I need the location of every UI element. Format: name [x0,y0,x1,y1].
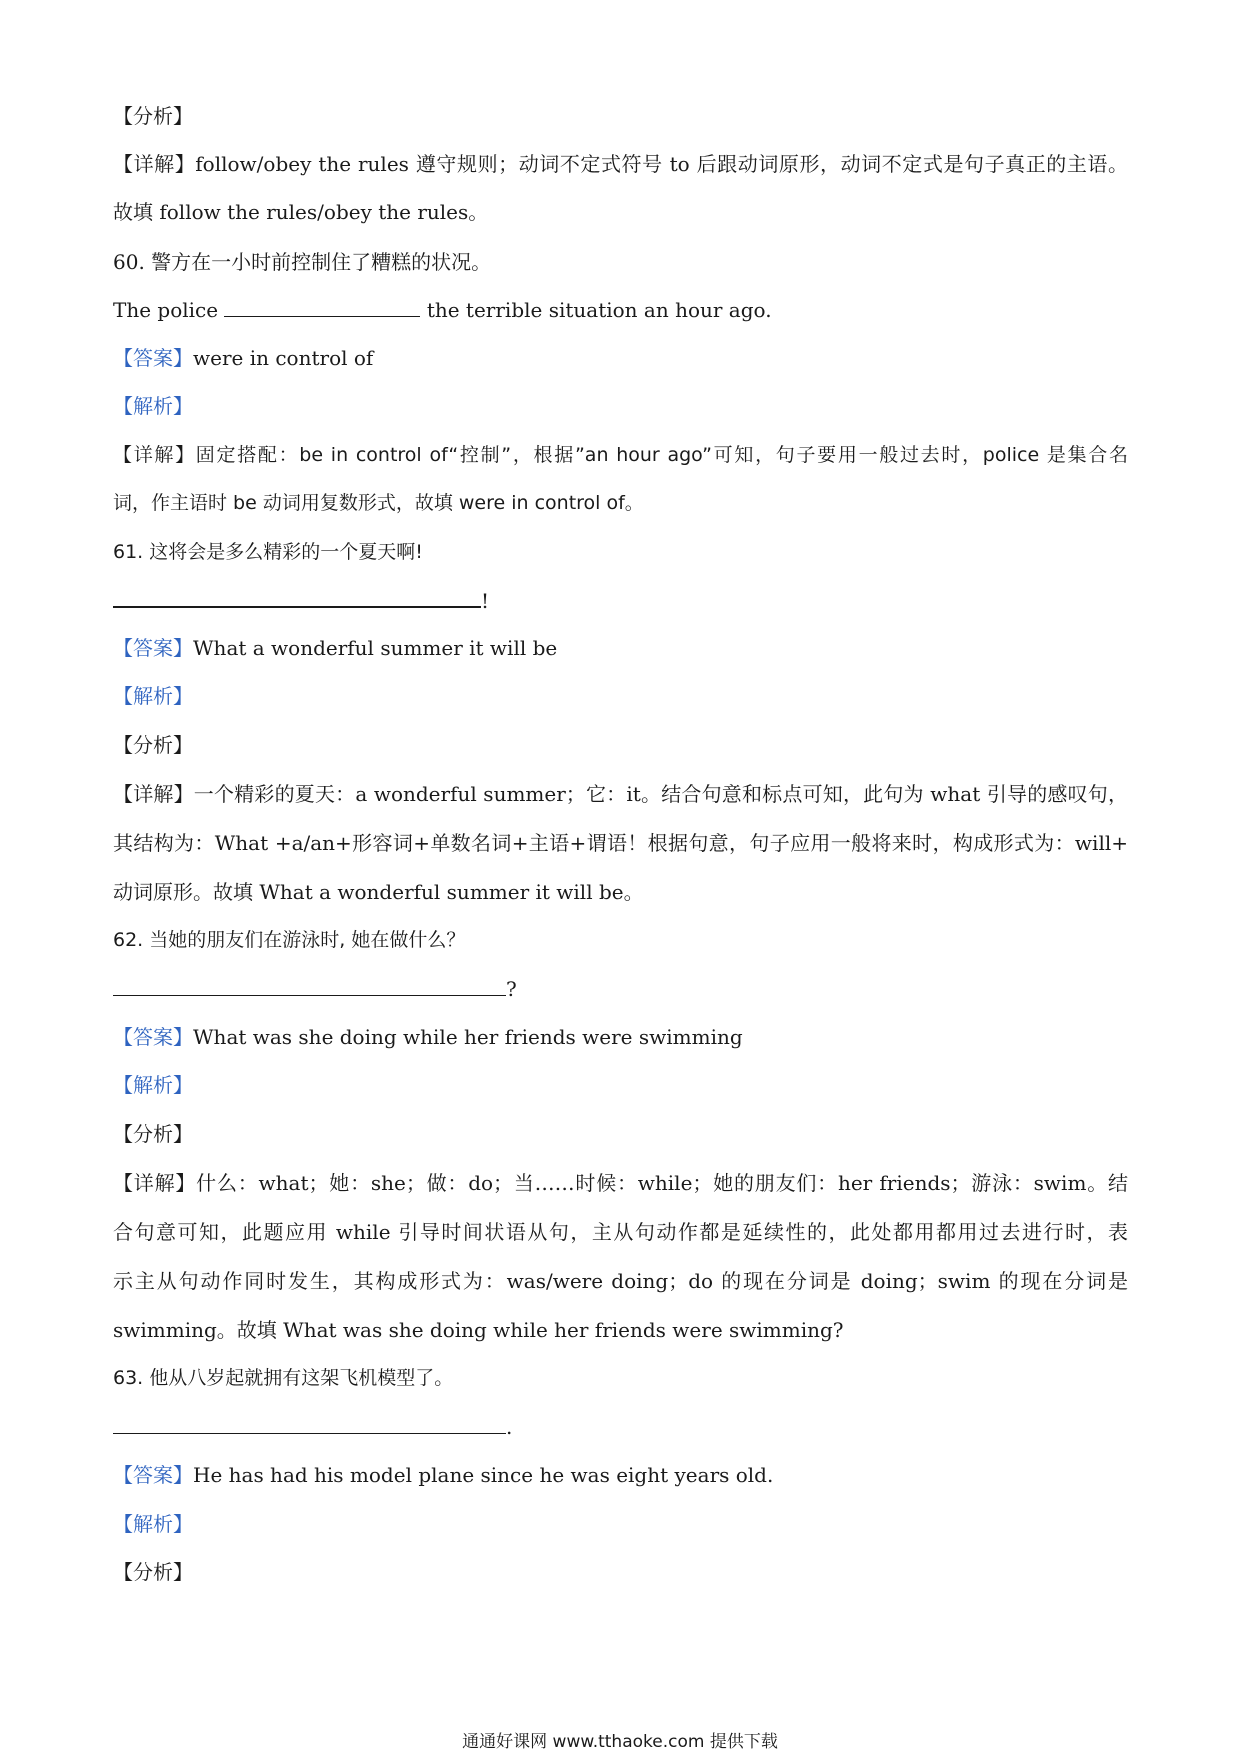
detail-62-line-2: 合句意可知，此题应用 while 引导时间状语从句，主从句动作都是延续性的，此处都用都用过去进行时，表 [113,1220,1128,1244]
answer-blank [113,1413,506,1434]
analysis-heading-62: 【分析】 [113,1122,193,1146]
answer-text: What a wonderful summer it will be [193,636,558,660]
question-60-sentence [113,296,1128,324]
question-63-blank-line [113,1413,1128,1441]
explanation-text: 【详解】follow/obey the rules 遵守规则；动词不定式符号 to 后跟动词原形，动词不定式是句子真正的主语。 [113,152,1128,176]
sentence-end: the terrible situation an hour ago. [426,298,772,322]
detail-60-line-1: 【详解】固定搭配：be in control of“控制”，根据”an hour ago”可知，句子要用一般过去时，police 是集合名 [113,444,1128,466]
question-62-blank-line [113,975,1128,1003]
answer-tag: 【答案】 [113,1025,193,1049]
answer-blank [224,296,420,317]
analysis-tag-62: 【解析】 [113,1073,193,1097]
answer-60 [113,344,1128,372]
answer-blank [113,975,506,996]
answer-text: He has had his model plane since he was eight years old. [193,1463,774,1487]
question-63: 63. 他从八岁起就拥有这架飞机模型了。 [113,1367,454,1389]
fill-answer-text: 故填 follow the rules/obey the rules。 [113,200,489,224]
answer-tag: 【答案】 [113,346,193,370]
answer-62 [113,1023,1128,1051]
answer-61 [113,634,1128,662]
analysis-heading-61: 【分析】 [113,733,193,757]
detail-62-line-4: swimming。故填 What was she doing while her friends were swimming? [113,1318,844,1342]
analysis-tag-61: 【解析】 [113,684,193,708]
end-mark: . [506,1415,513,1439]
detail-61-line-3: 动词原形。故填 What a wonderful summer it will be。 [113,880,644,904]
question-62: 62. 当她的朋友们在游泳时, 她在做什么？ [113,929,466,951]
detail-61-line-1: 【详解】一个精彩的夏天：a wonderful summer；它：it。结合句意和标点可知，此句为 what 引导的感叹句， [113,782,1128,806]
question-60: 60. 警方在一小时前控制住了糟糕的状况。 [113,250,492,274]
detail-62-line-1: 【详解】什么：what；她：she；做：do；当……时候：while；她的朋友们：her friends；游泳：swim。结 [113,1171,1128,1195]
sentence-start: The police [113,298,219,322]
detail-60-line-2: 词，作主语时 be 动词用复数形式，故填 were in control of。 [113,492,644,514]
detail-61-line-2: 其结构为：What +a/an+形容词+单数名词+主语+谓语！根据句意，句子应用一般将来时，构成形式为：will+ [113,831,1128,855]
end-mark: ! [481,589,490,613]
analysis-heading: 【分析】 [113,104,193,128]
end-mark: ? [506,977,517,1001]
analysis-heading-63: 【分析】 [113,1560,193,1584]
analysis-tag-60: 【解析】 [113,394,193,418]
answer-blank [113,586,481,608]
answer-text: What was she doing while her friends were swimming [193,1025,743,1049]
answer-text: were in control of [193,346,374,370]
question-61-blank-line [113,586,1128,615]
question-61: 61. 这将会是多么精彩的一个夏天啊! [113,541,423,563]
page-footer: 通通好课网 www.tthaoke.com 提供下载 [462,1732,778,1752]
answer-tag: 【答案】 [113,1463,193,1487]
analysis-tag-63: 【解析】 [113,1512,193,1536]
detail-62-line-3: 示主从句动作同时发生，其构成形式为：was/were doing；do 的现在分词是 doing；swim 的现在分词是 [113,1269,1128,1293]
answer-63 [113,1461,1128,1489]
answer-tag: 【答案】 [113,636,193,660]
